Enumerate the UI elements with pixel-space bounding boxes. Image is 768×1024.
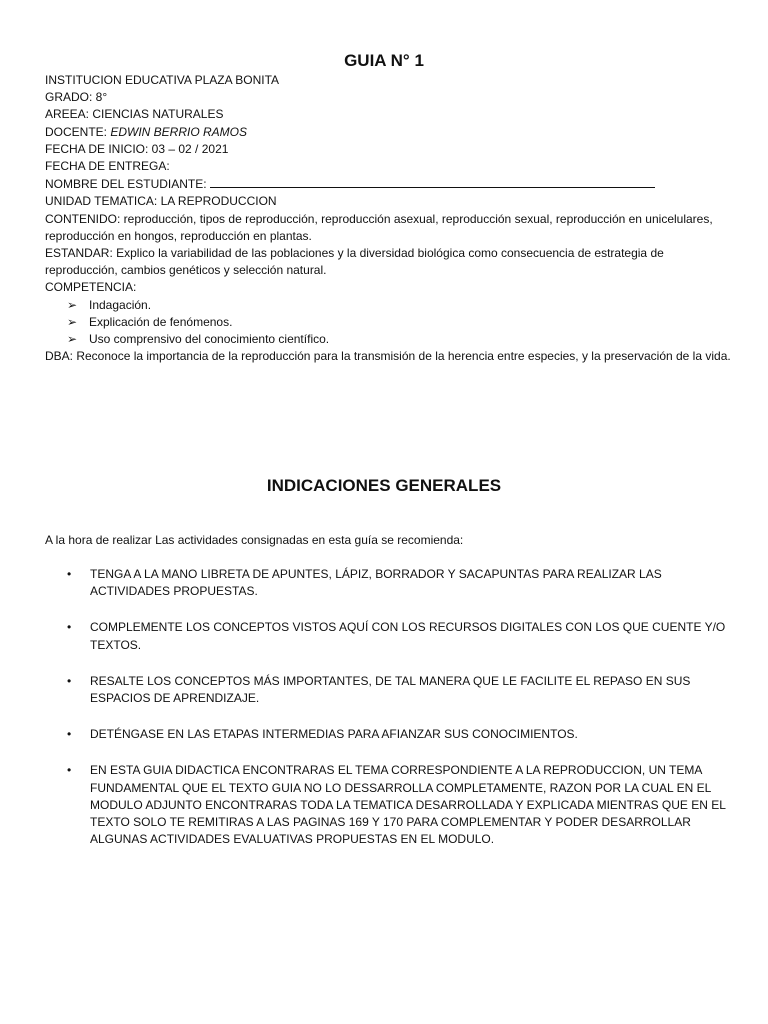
bullet-dot-icon: • [67, 620, 72, 635]
bullet-dot-icon: • [67, 567, 72, 581]
standard-paragraph: ESTANDAR: Explico la variabilidad de las poblaciones y la diversidad biológica como consecuencia de estrategia de reproducción, cambios genéticos y selección natural. [45, 246, 664, 278]
list-item [45, 619, 735, 653]
bullet-dot-icon: • [67, 673, 72, 688]
list-item [45, 762, 735, 848]
grade-line: GRADO: 8° [45, 90, 108, 105]
arrow-bullet-icon: ➢ [67, 297, 78, 312]
competence-list [45, 297, 735, 349]
start-date-line: FECHA DE INICIO: 03 – 02 / 2021 [45, 141, 229, 156]
arrow-bullet-icon: ➢ [67, 332, 78, 347]
due-date-line: FECHA DE ENTREGA: [45, 159, 170, 174]
page-title: GUIA N° 1 [344, 51, 424, 70]
recommendation-text: COMPLEMENTE LOS CONCEPTOS VISTOS AQUÍ CON LOS RECURSOS DIGITALES CON LOS QUE CUENTE Y/O TEXTOS. [90, 620, 726, 652]
recommendation-text: DETÉNGASE EN LAS ETAPAS INTERMEDIAS PARA AFIANZAR SUS CONOCIMIENTOS. [90, 727, 578, 742]
teacher-label: DOCENTE: [45, 124, 111, 139]
bullet-dot-icon: • [67, 727, 72, 742]
dba-paragraph: DBA: Reconoce la importancia de la reproducción para la transmisión de la herencia entre especies, y la preservación de la vida. [45, 349, 731, 364]
list-item [45, 726, 735, 743]
competence-text: Explicación de fenómenos. [89, 314, 233, 329]
institution-line: INSTITUCION EDUCATIVA PLAZA BONITA [45, 73, 280, 87]
unit-line: UNIDAD TEMATICA: LA REPRODUCCION [45, 194, 277, 209]
student-name-blank[interactable] [210, 175, 655, 188]
list-item [45, 673, 735, 707]
list-item [67, 331, 735, 348]
recommendation-text: EN ESTA GUIA DIDACTICA ENCONTRARAS EL TEMA CORRESPONDIENTE A LA REPRODUCCION, UN TEMA FUNDAMENTAL QUE EL TEXTO GUIA NO LO DESSARROLLA COMPLETAMENTE, RAZON POR LA CUAL EN EL MODULO ADJUNTO ENCONTRARAS TODA LA TEMATICA DESARROLLADA Y EXPLICADA MIENTRAS QUE EN EL TEXTO SOLO TE REMITIRAS A LAS PAGINAS 169 Y 170 PARA COMPLEMENTAR Y PODER DESARROLLAR ALGUNAS ACTIVIDADES EVALUATIVAS PROPUESTAS EN EL MODULO. [90, 763, 726, 847]
arrow-bullet-icon: ➢ [67, 314, 78, 329]
competence-label: COMPETENCIA: [45, 280, 137, 295]
teacher-name: EDWIN BERRIO RAMOS [110, 124, 248, 139]
student-name-line [45, 175, 735, 193]
recommendations-list [45, 566, 735, 867]
competence-text: Uso comprensivo del conocimiento científico. [89, 332, 330, 347]
recommendation-text: TENGA A LA MANO LIBRETA DE APUNTES, LÁPIZ, BORRADOR Y SACAPUNTAS PARA REALIZAR LAS ACTIVIDADES PROPUESTAS. [90, 567, 662, 599]
list-item [45, 566, 735, 600]
recommendation-text: RESALTE LOS CONCEPTOS MÁS IMPORTANTES, DE TAL MANERA QUE LE FACILITE EL REPASO EN SUS ESPACIOS DE APRENDIZAJE. [90, 673, 691, 706]
content-paragraph: CONTENIDO: reproducción, tipos de reproducción, reproducción asexual, reproducción sexual, reproducción en unicelulares, reproducción en hongos, reproducción en plantas. [45, 211, 713, 243]
list-item [67, 314, 735, 331]
header-info [45, 72, 735, 365]
section-title: INDICACIONES GENERALES [266, 476, 502, 495]
competence-text: Indagación. [89, 297, 152, 312]
list-item [67, 297, 735, 314]
bullet-dot-icon: • [67, 763, 72, 778]
area-line: AREEA: CIENCIAS NATURALES [45, 107, 224, 122]
intro-paragraph: A la hora de realizar Las actividades consignadas en esta guía se recomienda: [45, 533, 464, 547]
teacher-line [45, 124, 735, 141]
student-name-label: NOMBRE DEL ESTUDIANTE: [45, 177, 210, 192]
